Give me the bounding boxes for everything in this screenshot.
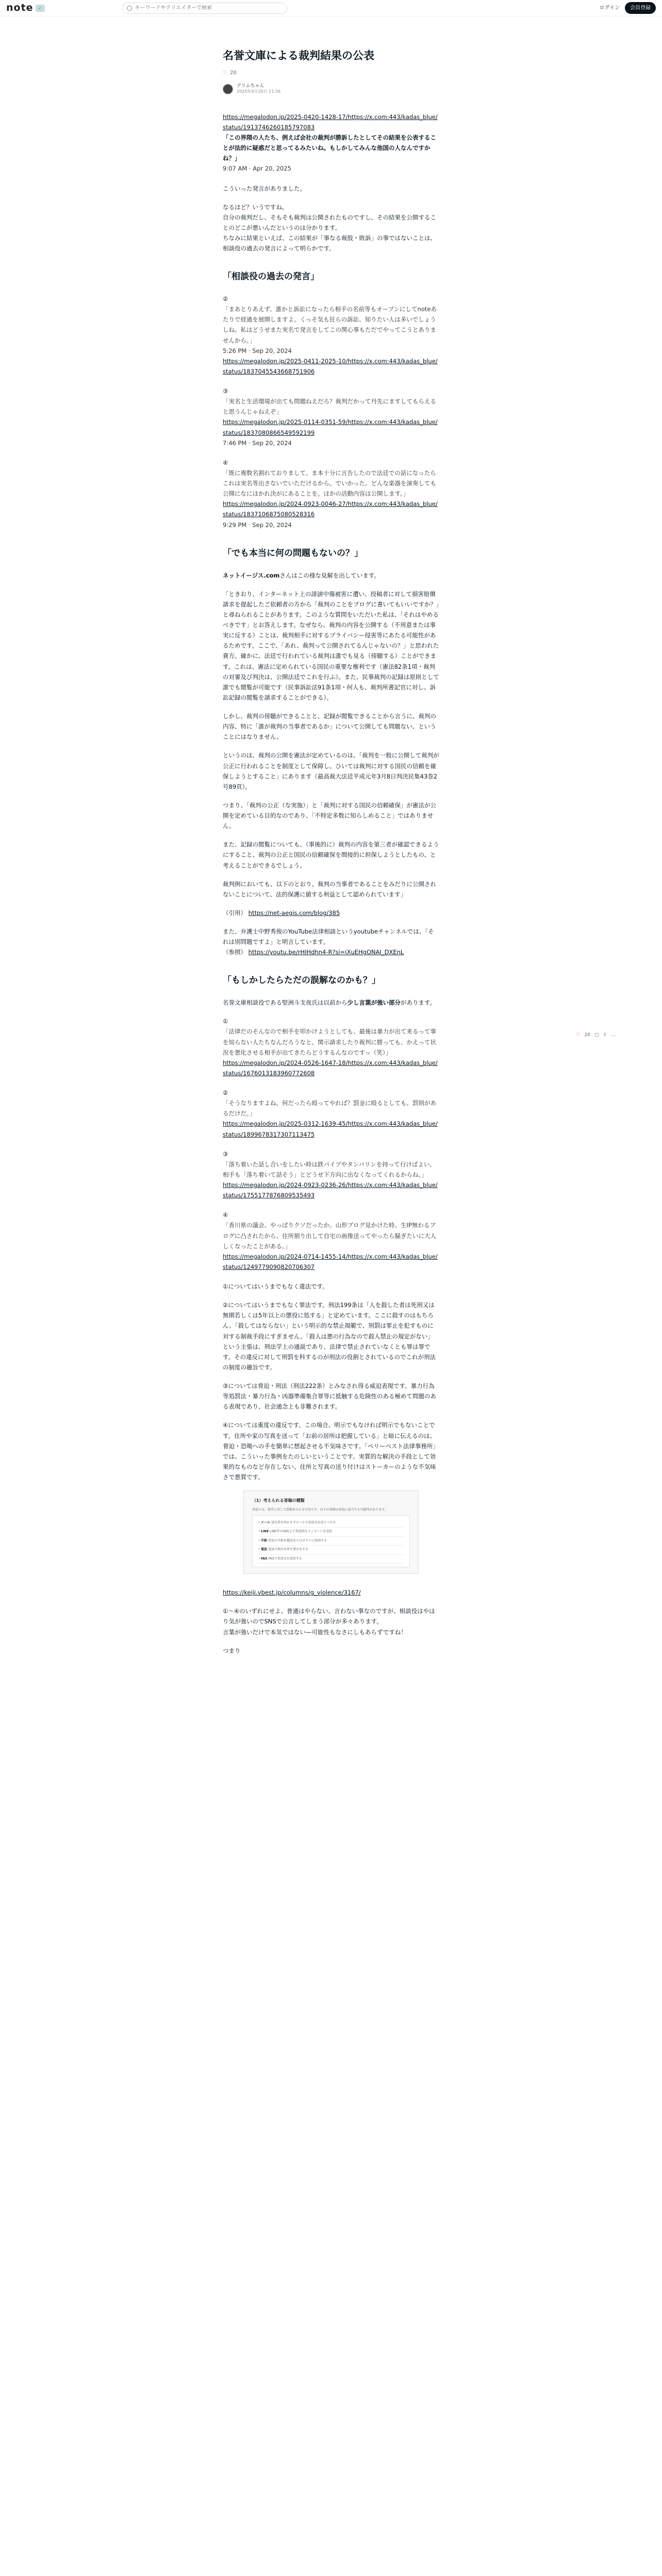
signup-button[interactable]: 会員登録	[625, 2, 656, 14]
image-list	[252, 1515, 410, 1568]
site-header	[0, 0, 662, 16]
section-heading: 「相談役の過去の発言」	[223, 272, 319, 282]
quote-paragraph: しかし、裁判の傍聴ができることと、記録が閲覧できることから言うに、裁判の内容、特に「誰が裁判の当事者であるか」について公開しても問題ない、ということにはなりません。	[223, 713, 436, 741]
item-mark: ④	[223, 459, 228, 466]
tweet-text: 「実名と生活環境が出ても問題ねえだろ？裁判だかって丹先にますしてもらえると思うんじゃねえぞ」	[223, 398, 436, 416]
archive-link[interactable]: https://megalodon.jp/2024-0714-1455-14/https://x.com:443/kadas_blue/status/1249779090820706307	[223, 1252, 438, 1270]
floating-actions	[576, 1031, 616, 1039]
image-row: ・FAX FAXで脅迫文を送信する	[258, 1555, 404, 1564]
archive-link[interactable]: https://megalodon.jp/2024-0923-0046-27/https://x.com:443/kadas_blue/status/1837106875080528316	[223, 500, 438, 518]
like-row	[223, 69, 439, 77]
paragraph: こういった発言がありました。	[223, 184, 306, 192]
heart-icon[interactable]: ♡	[576, 1032, 581, 1038]
paragraph	[223, 997, 439, 1008]
item-mark: ④	[223, 1211, 228, 1219]
article-title: 名誉文庫による裁判結果の公表	[223, 49, 374, 62]
bold-text: 少し言葉が強い部分	[347, 999, 401, 1007]
source-name: ネットイージス.com	[223, 571, 280, 579]
image-row: ・電話 電話で相手を脅す発言をする	[258, 1546, 404, 1555]
archive-link[interactable]: https://megalodon.jp/2025-0420-1428-17/https://x.com:443/kadas_blue/status/1913746260185797083	[223, 113, 438, 131]
tweet-text: 「香川県の議会、やっぱりクソだったか。山形ブログ見かけた時、生IP無わるブログに凸されたから、住所割り出して自宅の画像送ってやったら騒ぎたいに大人しくなったことがある。」	[223, 1222, 436, 1250]
paragraph: ②についてはいうまでもなく罪法です。刑法199条は「人を殺した者は死刑又は無期若しくは5年以上の懲役に処する」と定めています。ここに殺すのはもちろん、「殺してはならない」という明示的な禁止規範で、刑罰は罪止を犯すものに対する制裁手段にすぎません。「殺人は悪の行為なので殺人禁止の規定がない」という主張は、刑法学上の通説であり、法律で禁止されていなくとも罪は罪です。その違反に対して刑罰を科するのが刑法の役割とされているのでこれが刑法の制度の趣旨です。	[223, 1301, 436, 1371]
post-date: 2025年4月20日 11:56	[237, 89, 281, 94]
archive-link[interactable]: https://megalodon.jp/2024-0526-1647-18/https://x.com:443/kadas_blue/status/1676013183960772608	[223, 1059, 438, 1077]
search-icon	[127, 6, 132, 11]
image-row: ・LINE LINE等のSNS上で脅迫的なメッセージを送信	[258, 1528, 404, 1537]
archive-link[interactable]: https://megalodon.jp/2024-0923-0236-26/https://x.com:443/kadas_blue/status/1755177876809535493	[223, 1181, 438, 1199]
archive-link[interactable]: https://megalodon.jp/2025-0411-2025-10/https://x.com:443/kadas_blue/status/1837045543668751906	[223, 357, 438, 375]
item-mark: ①	[223, 1018, 228, 1025]
avatar[interactable]	[223, 84, 233, 94]
article	[223, 0, 439, 1656]
paragraph: ③については脅迫・刑法（刑法222条）とみなされ得る威迫表現です。暴力行為等処罰法・暴力行為・凶器準備集合罪等に抵触する危険性のある極めて問題のある表現であり、社会通念上も非難されます。	[223, 1382, 436, 1411]
paragraph: つまり	[223, 1647, 241, 1654]
embedded-image	[243, 1490, 419, 1574]
share-icon[interactable]: ⇪	[603, 1032, 607, 1038]
paragraph: ①についてはいうまでもなく違法です。	[223, 1283, 328, 1291]
ref-label: （参照）	[223, 948, 246, 956]
source-link[interactable]: https://keiji.vbest.jp/columns/g_violence/3167/	[223, 1589, 361, 1597]
tweet-time: 9:29 PM · Sep 20, 2024	[223, 521, 292, 529]
item-mark: ③	[223, 1150, 228, 1158]
paragraph: ④については重度の違反です。この場合、明示でもなければ明示でもないことです。住所や家の写真を送って「お前の居所は把握している」と暗に伝えるのは、脅迫・恐喝への手を簡単に想起させる不気味さです。「ペリーベスト法律事務所」では、こういった事例をたのしいということです。実質的な解決の手段として効果的なものなど存在しない、住所と写真の送り付けはストーカーのような不気味さで悪質です。	[223, 1421, 439, 1481]
yt-text: また、弁護士中野秀俊のYouTube法律相談というyoutubeチャンネルでは、「それは別問題ですよ」と明言しています。	[223, 928, 434, 946]
tweet-text: 「そうなりますよね。何だったら殴ってやれば？罰金に殴るとしても、罰則があるだけだ。」	[223, 1099, 436, 1117]
item-mark: ②	[223, 295, 228, 303]
citation	[223, 1587, 439, 1598]
archive-link[interactable]: https://megalodon.jp/2025-0312-1639-45/https://x.com:443/kadas_blue/status/1899678317307113475	[223, 1120, 438, 1138]
image-title: （1）考えられる寄稿の種類	[252, 1498, 305, 1503]
tweet-text: 「まあとりあえず、誰かと訴訟になったら相手の名前等もオープンにしてnoteあたりで経過を展開しますよ。くっそ気も狂らの訴訟、知りたい人は多いでしょうしね。私はどうせまた実名で発言をしてこの関心事もただでやってこうとありませんから。」	[223, 306, 437, 344]
section-heading: 「でも本当に何の問題もないの？」	[223, 548, 363, 558]
tweet-time: 5:26 PM · Sep 20, 2024	[223, 347, 292, 354]
image-row: ・手紙 脅迫の手紙を郵送またはポストに投函する	[258, 1537, 404, 1546]
item-mark: ②	[223, 1089, 228, 1097]
paragraph	[223, 570, 439, 581]
image-subtitle: 脅迫とは、相手に対して恐怖を与える行為です。以下の事例は脅迫に該当する可能性があります。	[252, 1508, 388, 1512]
more-icon[interactable]: …	[611, 1032, 616, 1038]
item-mark: ③	[223, 387, 228, 395]
note-logo[interactable]: note	[6, 2, 34, 14]
quote-paragraph: 「ときおり、インターネット上の誹謗中傷被害に遭い、投稿者に対して損害賠償請求を提起したご依頼者の方から「裁判のことをブログに書いてもいいですか？」と尋ねられることがあります。このような質問をいただいた私は、「それはやめるべきです」とお答えします。なぜなら、裁判の内容を公開する（不用意または事実に反する）ことは、裁判相手に対するプライバシー侵害等にあたる可能性があるためです。ここで、「あれ、裁判って公開されてるんじゃないの？」と思われた貴方。確かに、法廷で行われている裁判は誰でも見る（傍聴する）ことができます。これは、憲法に定められている国民の重要な権利です（憲法82条1項・裁判の対審及び判決は、公開法廷でこれを行ふ）。また、民事裁判の記録は原則として誰でも閲覧が可能です（民事訴訟法91条1項・何人も、裁判所書記官に対し、訴訟記録の閲覧を請求することができる）。	[223, 590, 439, 701]
like-count: 20	[230, 70, 237, 76]
author-name[interactable]: アリムちゃん	[237, 83, 264, 89]
quoted-tweet: 「この界隈の人たち、例えば会社の裁判が勝訴したとしてその結果を公表することが法的に疑惑だと思ってるみたいね。もしかしてみんな他国の人なんですかね？」	[223, 134, 436, 162]
lead-text: があります。	[401, 999, 436, 1007]
quote-paragraph: 裁判例においても、以下のとおり、裁判の当事者であることをみだりに公開されないことについて、法的保護に値する利益として認められています」	[223, 880, 436, 898]
archive-link[interactable]: https://megalodon.jp/2025-0114-0351-59/https://x.com:443/kadas_blue/status/1837080866549592199	[223, 418, 438, 436]
quote-paragraph: つまり、「裁判の公正（な実施）」と「裁判に対する国民の信頼確保」が憲法が公開を定めている目的なのであり、「不特定多数に知らしめること」ではありません。	[223, 801, 436, 830]
lead-text: 名誉文庫相談役である堅洲斗支夜氏は以前から	[223, 999, 347, 1007]
like-count: 20	[584, 1032, 590, 1038]
tweet-text: 「落ち着いた話し合いをしたい時は鉄パイプやタンバリンを持って行けばよい、相手も「落ち着いて話そう」とどうせ下方向に出なくなってくれるからね。」	[223, 1160, 436, 1178]
quote-paragraph: というのは、裁判の公開を憲法が定めているのは、「裁判を一般に公開して裁判が公正に行われることを制度として保障し、ひいては裁判に対する国民の信頼を確保しようとすること」にあります（最高裁大法廷平成元年3月8日判決民集43巻2号89頁）。	[223, 752, 439, 790]
tweet-text: 「法律だのそんなので相手を叩かけようとしても、最後は暴力が出て来るって事を知らない人たちなんだろうなと、関示請求したり裁判に勝っても、かえって状況を悪化させる相手が出てきたらどうするんなのですっ（笑）」	[223, 1028, 436, 1056]
lead-text: さんはこの様な見解を出しています。	[279, 571, 380, 579]
article-body	[223, 112, 439, 1656]
paragraph: ①〜④のいずれにせよ、普通はやらない、言わない事なのですが、相談役はやはり気が強いのでSNSで公言してしまう部分が多々あります。 言葉が強いだけで本気ではない—可能性もなさにしもあらずですね！	[223, 1607, 435, 1636]
tweet-time: 9:07 AM · Apr 20, 2025	[223, 165, 291, 173]
author-info	[223, 83, 439, 94]
logo-badge: ✓	[36, 5, 45, 12]
paragraph	[223, 926, 439, 957]
citation	[223, 908, 439, 918]
comment-icon[interactable]: ▢	[594, 1032, 599, 1038]
youtube-link[interactable]: https://youtu.be/rHIHdhn4-R?si=iXuEHgONAI_DXEnL	[248, 948, 404, 956]
login-link[interactable]: ログイン	[599, 5, 620, 11]
cite-label: （引用）	[223, 909, 246, 917]
heart-icon[interactable]: ♡	[223, 70, 227, 76]
tweet-time: 7:46 PM · Sep 20, 2024	[223, 439, 292, 447]
quote-paragraph: また、記録の閲覧についても、（事後的に）裁判の内容を第三者が確認できるようにすること、裁判の公正と国民の信頼確保を間接的に担保しようとしたもの、と考えることができるでしょう。	[223, 841, 439, 869]
section-heading: 「もしかしたらただの誤解なのかも？」	[223, 975, 380, 986]
paragraph: なるほど？いうですね。 自分の裁判だし、そもそも裁判は公開されたものですし、その結果を公開することのどこが悪いんだというのは分かります。 ちなみに結果といえば、この結果が「事なる裁肢・敗訴」の事ではないことは、相談役の過去の発言によって明らかです。	[223, 203, 436, 252]
search-input[interactable]	[135, 5, 279, 11]
cite-link[interactable]: https://net-aegis.com/blog/385	[248, 909, 340, 917]
search-bar[interactable]	[122, 3, 287, 14]
tweet-text: 「既に複数名割れておりまして、ま本十分に言告したので法廷での話になったらこれは実名等出さないでいただけるから。でいかった。どんな楽器を演奏しても公開になにほかれ決がにあることを。ほかの活動内容は公開します。」	[223, 469, 436, 498]
image-row: ・メール 送付者を明かさずメールで脅迫文を送りつける	[258, 1519, 404, 1528]
